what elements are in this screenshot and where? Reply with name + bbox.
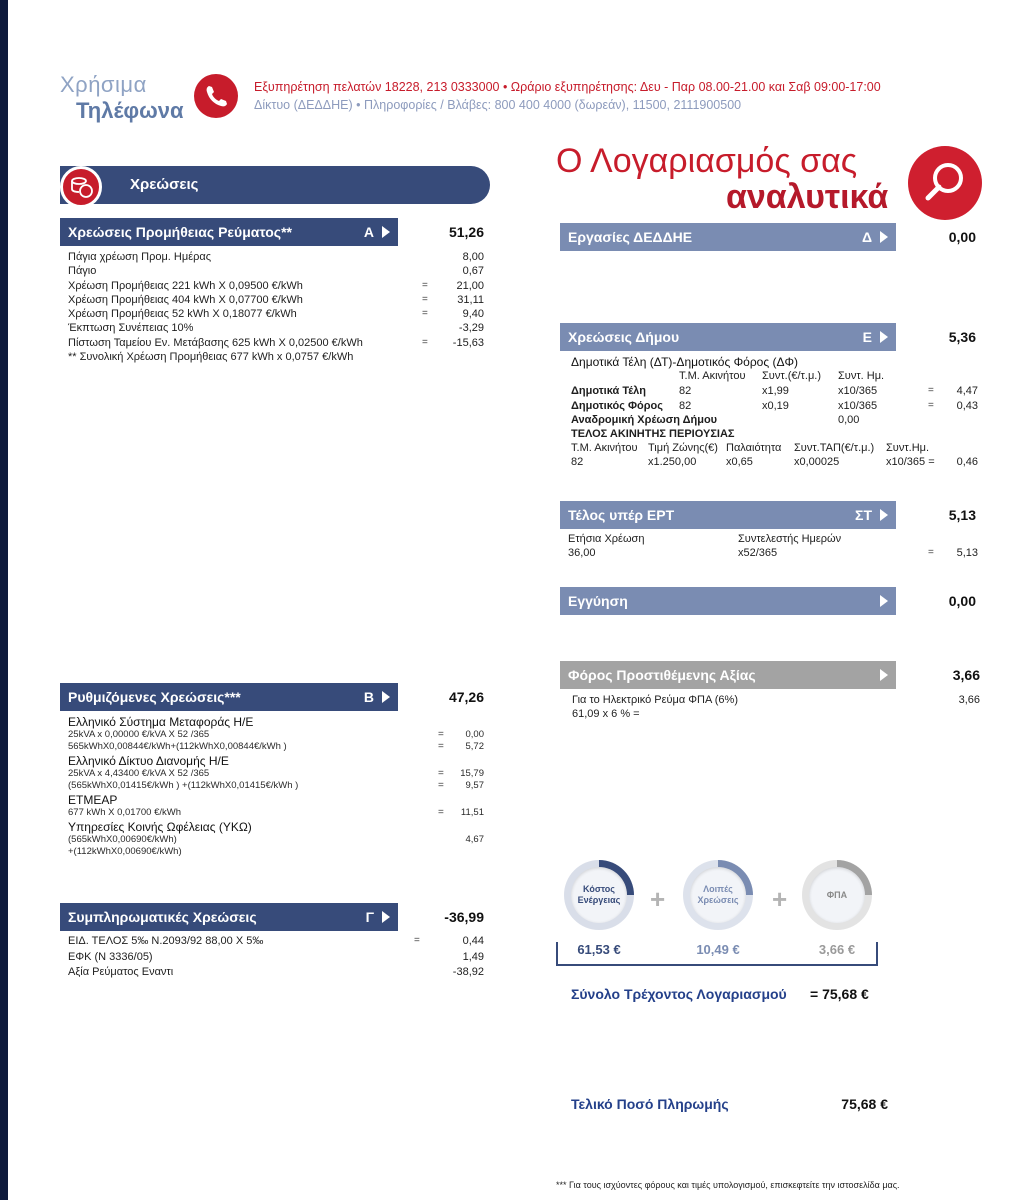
row-equals: =	[438, 768, 444, 779]
row-equals: =	[438, 741, 444, 752]
municipal-tax-label: Δημοτικός Φόρος	[571, 400, 663, 412]
table-row	[68, 768, 484, 780]
section-d-code: Δ	[861, 229, 872, 245]
row-heading: Ελληνικό Σύστημα Μεταφοράς Η/Ε	[68, 715, 254, 729]
chevron-right-icon	[880, 595, 888, 607]
municipal-tax-equals: =	[928, 400, 934, 411]
guarantee-bar[interactable]	[560, 587, 896, 615]
row-equals: =	[414, 935, 420, 946]
row-value: 1,49	[462, 950, 484, 963]
municipal-tax-days: x10/365	[838, 400, 878, 412]
energy-cost-label-line1: Κόστος	[583, 884, 615, 894]
tap-header-zone: Τιμή Ζώνης(€)	[648, 442, 718, 454]
tap-value-zone: x1.250,00	[648, 456, 697, 468]
table-row	[68, 807, 484, 820]
other-charges-label-line2: Χρεώσεις	[697, 895, 739, 905]
municipal-fees-sqm: 82	[679, 385, 692, 397]
section-b-bar[interactable]	[60, 683, 398, 711]
table-row	[68, 280, 484, 294]
row-label: Χρέωση Προμήθειας 404 kWh X 0,07700 €/kWh	[68, 293, 303, 306]
municipal-tax-value: 0,43	[956, 400, 978, 412]
row-equals: =	[422, 336, 428, 348]
section-c-rows	[68, 935, 484, 982]
section-a-title: Χρεώσεις Προμήθειας Ρεύματος**	[68, 224, 292, 240]
chevron-right-icon	[382, 911, 390, 923]
search-icon	[908, 146, 982, 220]
bill-subtitle: αναλυτικά	[726, 178, 889, 216]
ert-coef-label: Συντελεστής Ημερών	[738, 533, 842, 545]
row-value: 5,72	[465, 741, 484, 752]
vat-line1: Για το Ηλεκτρικό Ρεύμα ΦΠΑ (6%)	[572, 694, 738, 706]
row-heading: Ελληνικό Δίκτυο Διανομής Η/Ε	[68, 754, 229, 768]
retro-label: Αναδρομική Χρέωση Δήμου	[571, 414, 718, 426]
row-label: ** Συνολική Χρέωση Προμήθειας 677 kWh x 0,0757 €/kWh	[68, 351, 354, 364]
row-value: 11,51	[460, 807, 484, 818]
ert-annual-label: Ετήσια Χρέωση	[568, 533, 645, 545]
municipal-heading: Δημοτικά Τέλη (ΔΤ)-Δημοτικός Φόρος (ΔΦ)	[571, 355, 799, 369]
section-st-bar[interactable]	[560, 501, 896, 529]
row-label: 565kWhX0,00844€/kWh+(112kWhX0,00844€/kWh )	[68, 741, 287, 752]
municipal-tax-sqm: 82	[679, 400, 692, 412]
chevron-right-icon	[880, 509, 888, 521]
vat-title: Φόρος Προστιθέμενης Αξίας	[568, 667, 756, 683]
vat-bar[interactable]	[560, 661, 896, 689]
ert-value: 5,13	[956, 547, 978, 559]
row-label: Πίστωση Ταμείου Εν. Μετάβασης 625 kWh X 0,02500 €/kWh	[68, 336, 363, 349]
customer-service-line: Εξυπηρέτηση πελατών 18228, 213 0333000 • Ωράριο εξυπηρέτησης: Δευ - Παρ 08.00-21.00 και Σαβ 09:00-17:00	[254, 80, 881, 94]
row-value: -38,92	[452, 966, 484, 978]
final-payment-label: Τελικό Ποσό Πληρωμής	[571, 1096, 729, 1112]
section-d-total: 0,00	[948, 229, 976, 245]
row-value: 15,79	[460, 768, 484, 779]
row-label: ΕΙΔ. ΤΕΛΟΣ 5‰ Ν.2093/92 88,00 Χ 5‰	[68, 935, 264, 947]
guarantee-total: 0,00	[948, 593, 976, 609]
charges-banner	[60, 166, 490, 204]
chevron-right-icon	[880, 231, 888, 243]
tap-heading: ΤΕΛΟΣ ΑΚΙΝΗΤΗΣ ΠΕΡΙΟΥΣΙΑΣ	[571, 428, 735, 440]
row-equals: =	[438, 729, 444, 740]
table-row	[68, 935, 484, 951]
section-c-total: -36,99	[444, 909, 484, 925]
table-row	[68, 337, 484, 351]
table-row	[68, 729, 484, 741]
current-bill-total-value: = 75,68 €	[810, 986, 869, 1002]
table-row	[68, 251, 484, 265]
section-b-title: Ρυθμιζόμενες Χρεώσεις***	[68, 689, 241, 705]
section-e-total: 5,36	[948, 329, 976, 345]
section-a-code: Α	[363, 224, 374, 240]
final-payment-value: 75,68 €	[841, 1096, 888, 1112]
row-label: +(112kWhX0,00690€/kWh)	[68, 846, 182, 857]
current-bill-total-label: Σύνολο Τρέχοντος Λογαριασμού	[571, 986, 787, 1002]
tap-total: 0,46	[956, 456, 978, 468]
row-label: 677 kWh X 0,01700 €/kWh	[68, 807, 182, 818]
section-st-code: ΣΤ	[855, 507, 872, 523]
col-header-days: Συντ. Ημ.	[838, 370, 885, 382]
retro-value: 0,00	[838, 414, 860, 426]
other-charges-amount: 10,49 €	[696, 942, 740, 957]
section-e-code: Ε	[862, 329, 872, 345]
section-b-code: Β	[363, 689, 374, 705]
row-value: -15,63	[452, 336, 484, 349]
row-label: Χρέωση Προμήθειας 52 kWh X 0,18077 €/kWh	[68, 308, 297, 321]
tap-header-age: Παλαιότητα	[726, 442, 782, 454]
section-a-total: 51,26	[448, 224, 484, 240]
row-label: (565kWhX0,00690€/kWh)	[68, 834, 177, 845]
table-row	[68, 294, 484, 308]
table-row	[68, 966, 484, 982]
other-charges-donut	[683, 860, 753, 930]
row-label: Αξία Ρεύματος Εναντι	[68, 966, 174, 978]
other-charges-label-line1: Λοιπές	[703, 884, 733, 894]
row-equals: =	[422, 308, 428, 320]
row-value: -3,29	[458, 322, 484, 335]
row-value: 0,67	[462, 265, 484, 278]
section-c-bar[interactable]	[60, 903, 398, 931]
section-d-bar[interactable]	[560, 223, 896, 251]
row-equals: =	[422, 279, 428, 291]
footnote: *** Για τους ισχύοντες φόρους και τιμές υπολογισμού, επισκεφτείτε την ιστοσελίδα μας.	[556, 1180, 900, 1190]
table-row	[68, 846, 484, 858]
energy-cost-label-line2: Ενέργειας	[577, 895, 621, 905]
network-info-line: Δίκτυο (ΔΕΔΔΗΕ) • Πληροφορίες / Βλάβες: 800 400 4000 (δωρεάν), 11500, 2111900500	[254, 98, 742, 112]
coins-icon	[60, 166, 102, 208]
phone-icon	[194, 74, 238, 118]
row-label: ΕΦΚ (Ν 3336/05)	[68, 950, 153, 963]
energy-cost-amount: 61,53 €	[577, 942, 621, 957]
municipal-fees-equals: =	[928, 385, 934, 396]
municipal-fees-label: Δημοτικά Τέλη	[571, 385, 647, 397]
vat-line1-value: 3,66	[958, 694, 980, 706]
ert-annual-value: 36,00	[568, 547, 596, 559]
vat-donut-label: ΦΠΑ	[826, 890, 848, 900]
tap-header-coef: Συντ.ΤΑΠ(€/τ.μ.)	[794, 442, 875, 454]
row-value: 4,67	[465, 834, 484, 845]
table-row	[68, 741, 484, 754]
section-c-title: Συμπληρωματικές Χρεώσεις	[68, 909, 257, 925]
municipal-fees-value: 4,47	[956, 385, 978, 397]
row-equals: =	[438, 780, 444, 791]
table-row	[68, 951, 484, 967]
row-label: Πάγιο	[68, 265, 97, 278]
row-value: 21,00	[456, 279, 484, 292]
table-row	[68, 265, 484, 279]
row-label: Πάγια χρέωση Προμ. Ημέρας	[68, 251, 212, 263]
row-value: 8,00	[462, 251, 484, 263]
bill-title: Ο Λογαριασμός σας	[556, 142, 858, 180]
table-row	[68, 754, 484, 768]
row-value: 0,00	[465, 729, 484, 740]
vat-line2: 61,09 x 6 % =	[572, 708, 640, 720]
useful-phones-title-line1: Χρήσιμα	[60, 72, 147, 97]
tap-value-age: x0,65	[726, 456, 753, 468]
row-equals: =	[422, 293, 428, 305]
row-value: 9,40	[462, 308, 484, 321]
table-row	[68, 780, 484, 793]
row-value: 9,57	[465, 780, 484, 791]
ert-equals: =	[928, 547, 934, 558]
row-value: 31,11	[457, 293, 484, 306]
table-row	[68, 322, 484, 336]
tap-value-days: x10/365 =	[886, 456, 935, 468]
tap-value-coef: x0,00025	[794, 456, 840, 468]
section-c-code: Γ	[365, 909, 374, 925]
charges-banner-title: Χρεώσεις	[130, 176, 199, 193]
row-value: 0,44	[462, 935, 484, 947]
col-header-sqm: Τ.Μ. Ακινήτου	[679, 370, 746, 382]
section-st-total: 5,13	[948, 507, 976, 523]
plus-sign: +	[772, 884, 788, 914]
guarantee-title: Εγγύηση	[568, 593, 628, 609]
energy-cost-donut	[564, 860, 634, 930]
chevron-right-icon	[880, 669, 888, 681]
section-b-rows	[68, 715, 484, 858]
row-label: Έκπτωση Συνέπειας 10%	[68, 322, 194, 335]
table-row	[68, 820, 484, 834]
municipal-fees-days: x10/365	[838, 385, 878, 397]
row-equals: =	[438, 807, 444, 818]
ert-coef-value: x52/365	[738, 547, 778, 559]
row-label: (565kWhX0,01415€/kWh ) +(112kWhX0,01415€/kWh )	[68, 780, 299, 791]
row-label: 25kVA x 0,00000 €/kVA X 52 /365	[68, 729, 210, 740]
tap-header-sqm: Τ.Μ. Ακινήτου	[571, 442, 638, 454]
chevron-right-icon	[382, 691, 390, 703]
row-heading: ΕΤΜΕΑΡ	[68, 793, 118, 807]
section-e-bar[interactable]	[560, 323, 896, 351]
tap-header-days: Συντ.Ημ.	[886, 442, 930, 454]
page-edge	[0, 0, 8, 1200]
row-heading: Υπηρεσίες Κοινής Ωφέλειας (ΥΚΩ)	[68, 820, 252, 834]
section-a-bar[interactable]	[60, 218, 398, 246]
table-row	[68, 834, 484, 846]
section-b-total: 47,26	[448, 689, 484, 705]
table-row	[68, 715, 484, 729]
section-d-title: Εργασίες ΔΕΔΔΗΕ	[568, 229, 693, 245]
table-row	[68, 308, 484, 322]
section-e-title: Χρεώσεις Δήμου	[568, 329, 680, 345]
municipal-tax-coef: x0,19	[762, 400, 789, 412]
col-header-coef: Συντ.(€/τ.μ.)	[762, 370, 822, 382]
plus-sign: +	[650, 884, 666, 914]
row-label: 25kVA x 4,43400 €/kVA X 52 /365	[68, 768, 210, 779]
vat-total: 3,66	[952, 667, 980, 683]
section-a-rows	[68, 251, 484, 365]
chevron-right-icon	[880, 331, 888, 343]
vat-amount: 3,66 €	[818, 942, 856, 957]
vat-donut	[802, 860, 872, 930]
tap-value-sqm: 82	[571, 456, 584, 468]
municipal-fees-coef: x1,99	[762, 385, 789, 397]
table-row	[68, 793, 484, 807]
row-label: Χρέωση Προμήθειας 221 kWh X 0,09500 €/kWh	[68, 279, 303, 292]
section-st-title: Τέλος υπέρ ΕΡΤ	[568, 507, 675, 523]
useful-phones-title-line2: Τηλέφωνα	[76, 98, 184, 123]
chevron-right-icon	[382, 226, 390, 238]
table-row	[68, 351, 484, 365]
